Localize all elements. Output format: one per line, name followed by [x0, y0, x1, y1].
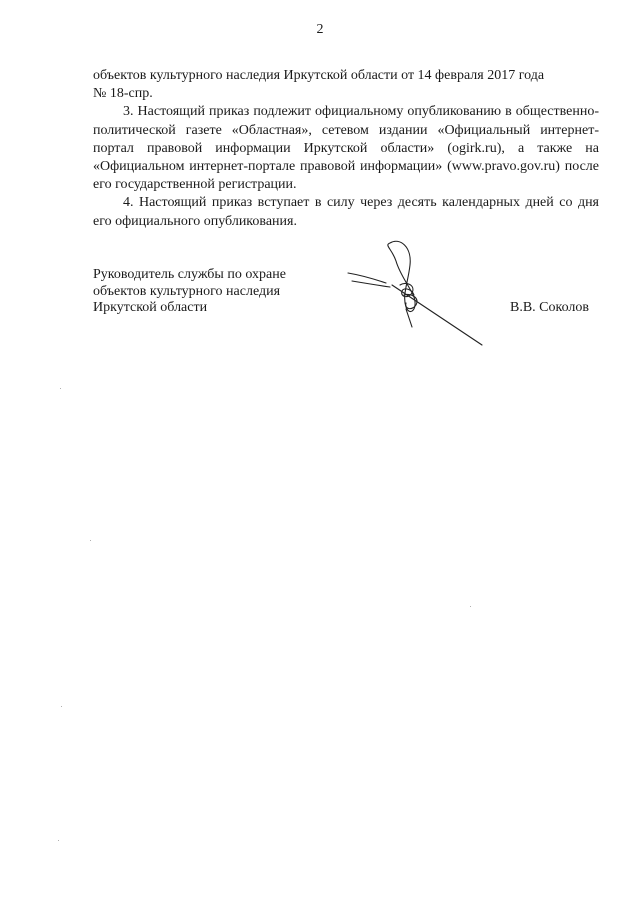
page-number: 2 [316, 22, 324, 37]
scan-speck [90, 540, 91, 541]
scan-speck [58, 840, 59, 841]
paragraph-line: № 18-спр. [93, 86, 153, 102]
paragraph-4: 4. Настоящий приказ вступает в силу через десять календарных дней со дня его официального опубликования. [93, 195, 599, 229]
signatory-name: В.В. Соколов [510, 300, 590, 315]
signatory-position-line: Руководитель службы по охране [93, 267, 286, 282]
handwritten-signature [340, 235, 490, 350]
paragraph-continuation [93, 67, 599, 103]
paragraph-3: 3. Настоящий приказ подлежит официальному опубликованию в общественно-политической газете «Областная», сетевом издании «Официальный интернет-портал правовой информации Иркутской области» (ogirk.ru), а также на «Официальном интернет-портале правовой информации» (www.pravo.gov.ru) после его государственной регистрации. [93, 104, 599, 193]
scan-speck [470, 606, 471, 607]
signatory-position-line: Иркутской области [93, 300, 208, 315]
scan-speck [60, 388, 61, 389]
signatory-position-line: объектов культурного наследия [93, 283, 281, 299]
scan-speck [61, 706, 62, 707]
signatory-position [93, 267, 286, 317]
paragraph-line: объектов культурного наследия Иркутской области от 14 февраля 2017 года [93, 68, 545, 83]
document-body [93, 67, 599, 231]
